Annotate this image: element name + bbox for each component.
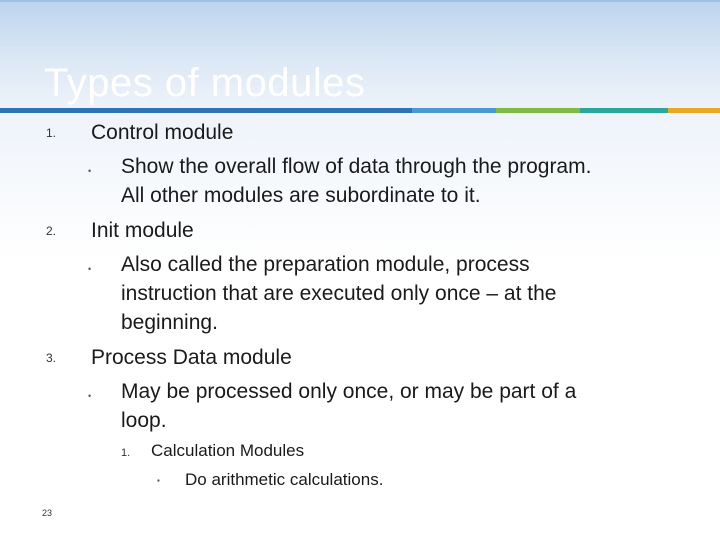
accent-segment-blue (0, 108, 412, 113)
top-border (0, 0, 720, 2)
item-1-text-line-1: Show the overall flow of data through the program. (121, 155, 592, 178)
item-1-label: Control module (91, 121, 234, 144)
item-2-text-line-2: instruction that are executed only once – at the (121, 282, 557, 305)
item-3-number: 3. (46, 351, 57, 365)
item-3-label: Process Data module (91, 346, 292, 369)
nested-item-bullet: ▪ (157, 476, 160, 485)
item-3-text-line-1: May be processed only once, or may be part of a (121, 380, 577, 403)
title-accent-bar (0, 108, 720, 113)
item-2-label: Init module (91, 219, 194, 242)
item-2-bullet: • (88, 264, 92, 274)
item-1-bullet: • (88, 166, 92, 176)
item-2-text-line-1: Also called the preparation module, process (121, 253, 530, 276)
item-2-text-line-3: beginning. (121, 311, 218, 334)
accent-segment-light-blue (412, 108, 496, 113)
nested-item-number: 1. (121, 447, 131, 459)
item-3-text-line-2: loop. (121, 409, 167, 432)
accent-segment-teal (580, 108, 668, 113)
item-2-number: 2. (46, 224, 57, 238)
slide-title: Types of modules (44, 61, 366, 105)
item-3-bullet: • (88, 391, 92, 401)
accent-segment-orange (668, 108, 720, 113)
accent-segment-green (496, 108, 580, 113)
item-1-text-line-2: All other modules are subordinate to it. (121, 184, 481, 207)
item-1-number: 1. (46, 126, 57, 140)
page-number: 23 (42, 508, 53, 518)
nested-item-label: Calculation Modules (151, 441, 305, 460)
nested-item-text: Do arithmetic calculations. (185, 470, 384, 489)
